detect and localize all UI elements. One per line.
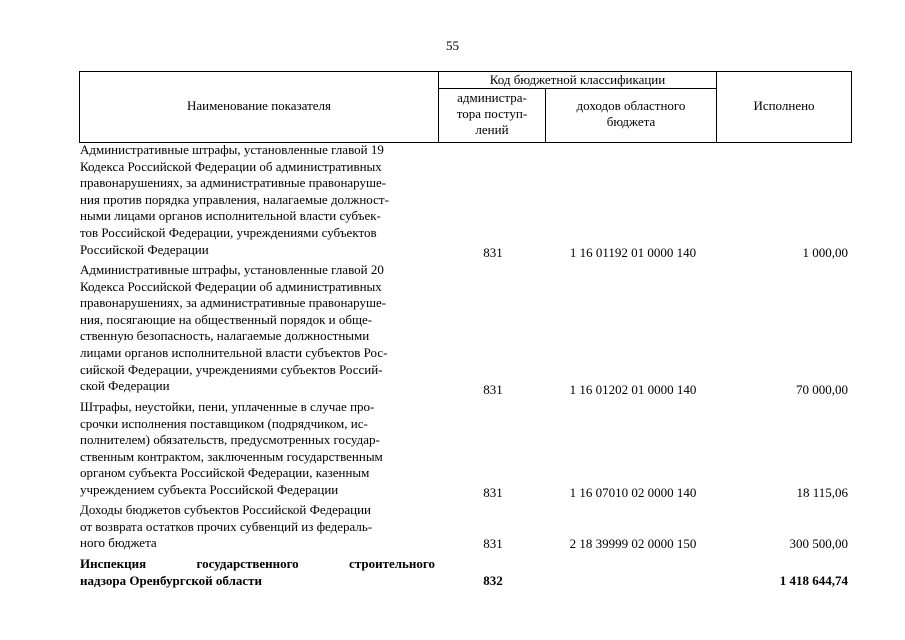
row-amount: 1 418 644,74 [779, 573, 848, 588]
row-admin-code: 831 [483, 536, 503, 551]
row-admin-code: 831 [483, 485, 503, 500]
row-name: Доходы бюджетов субъектов Российской Федерации от возврата остатков прочих субвенций из федераль- ного бюджета [80, 502, 373, 551]
row-budget-code: 2 18 39999 02 0000 150 [569, 536, 697, 551]
header-right-border [851, 71, 852, 143]
page-number: 55 [446, 38, 459, 53]
header-income-column: доходов областного бюджета [576, 98, 686, 129]
header-admin-column: администра- тора поступ- лений [456, 90, 528, 137]
row-amount: 70 000,00 [796, 382, 848, 397]
row-name: Инспекция государственного строительного надзора Оренбургской области [80, 556, 435, 588]
header-executed-column: Исполнено [753, 98, 815, 113]
row-amount: 300 500,00 [789, 536, 848, 551]
row-admin-code: 831 [483, 245, 503, 260]
header-code-group: Код бюджетной классификации [489, 72, 666, 87]
row-budget-code: 1 16 01192 01 0000 140 [569, 245, 697, 260]
row-name: Административные штрафы, установленные главой 20 Кодекса Российской Федерации об административных правонарушениях, за административные правонаруше- ния, посягающие на общественный порядок и обще- ственную безопасность, налагаемые должностными лицами органов исполнительной власти субъектов Рос- сийской Федерации, учреждениями субъектов Россий- ской Федерации [80, 262, 388, 394]
row-budget-code: 1 16 01202 01 0000 140 [569, 382, 697, 397]
row-name: Административные штрафы, установленные главой 19 Кодекса Российской Федерации об административных правонарушениях, за административные правонаруше- ния против порядка управления, налагаемые должност- ными лицами органов исполнительной власти субъек- тов Российской Федерации, учреждениями субъектов Российской Федерации [80, 142, 389, 257]
header-divider-code-group [438, 88, 717, 89]
row-budget-code: 1 16 07010 02 0000 140 [569, 485, 697, 500]
row-amount: 18 115,06 [796, 485, 848, 500]
header-name-column: Наименование показателя [186, 98, 332, 113]
row-admin-code: 832 [483, 573, 503, 588]
row-name: Штрафы, неустойки, пени, уплаченные в случае про- срочки исполнения поставщиком (подрядчиком, ис- полнителем) обязательств, предусмотренных государ- ственным контрактом, заключенным государственным органом субъекта Российской Федерации, казенным учреждением субъекта Российской Федерации [80, 399, 383, 497]
row-admin-code: 831 [483, 382, 503, 397]
row-amount: 1 000,00 [802, 245, 848, 260]
